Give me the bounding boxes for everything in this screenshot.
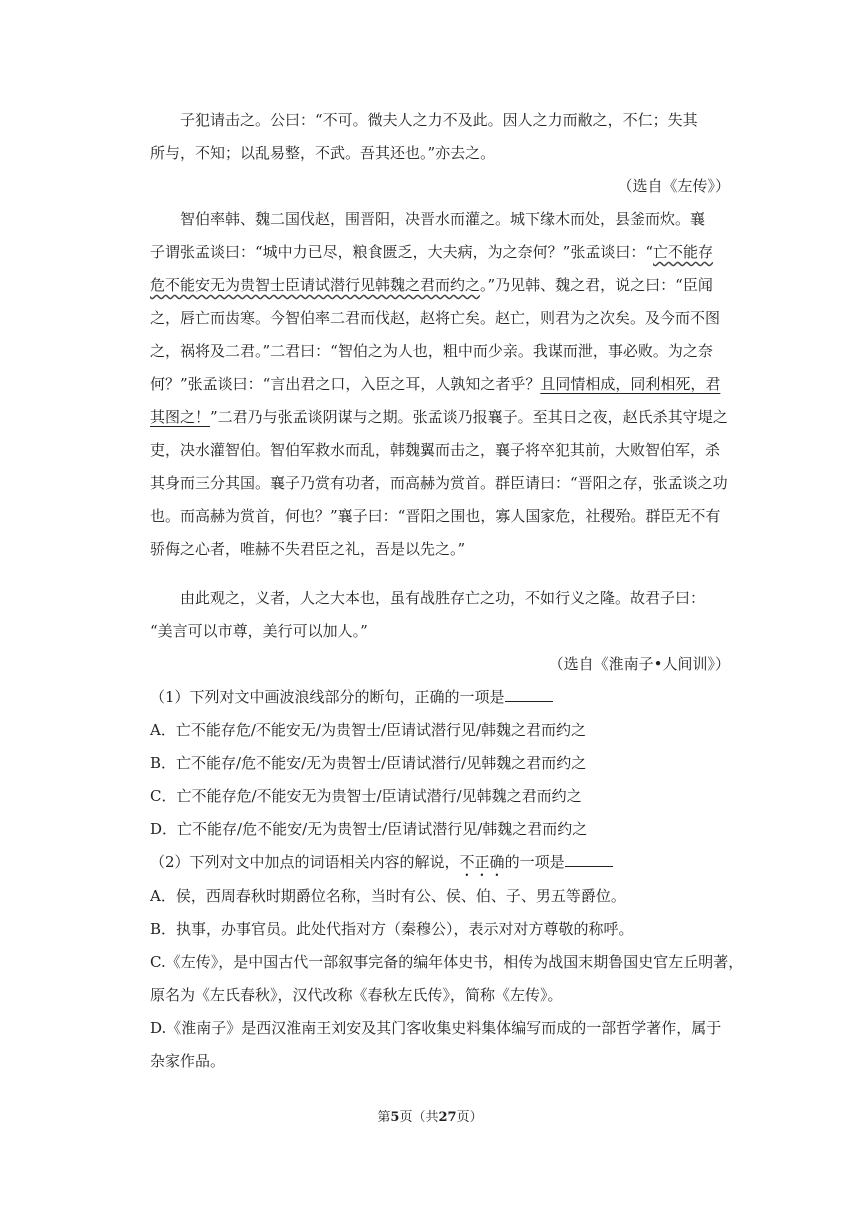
option-b: B．亡不能存/危不能安/无为贵智士/臣请试潜行/见韩魏之君而约之 xyxy=(150,754,587,772)
text-line: 子犯请击之。公曰：“不可。微夫人之力不及此。因人之力而敝之，不仁；失其 xyxy=(180,111,698,129)
page-number: 5 xyxy=(390,1110,400,1125)
text-line: 之，唇亡而齿寒。今智伯率二君而伐赵，赵将亡矣。赵亡，则君为之次矣。及今而不图 xyxy=(150,309,721,327)
question-stem xyxy=(150,681,730,714)
question-2 xyxy=(150,846,744,1078)
text-line: 所与，不知；以乱易整，不武。吾其还也。”亦去之。 xyxy=(150,144,496,162)
footer-text: 页（共 xyxy=(399,1110,439,1125)
question-stem xyxy=(150,846,730,880)
text-segment: ”二君乃与张孟谈阴谋与之期。张孟谈乃报襄子。至其日之夜，赵氏杀其守堤之 xyxy=(210,408,728,426)
question-1 xyxy=(150,681,730,846)
question-text: （1）下列对文中画波浪线部分的断句，正确的一项是 xyxy=(150,688,505,706)
text-line: 骄侮之心者，唯赫不失君臣之礼，吾是以先之。” xyxy=(150,540,466,558)
text-line: 吏，决水灌智伯。智伯军救水而乱，韩魏翼而击之，襄子将卒犯其前，大败智伯军，杀 xyxy=(150,441,721,459)
footer-text: 第 xyxy=(377,1110,391,1125)
underlined-text: 其图之！ xyxy=(150,408,211,426)
total-pages: 27 xyxy=(438,1110,457,1125)
text-segment: 何？”张孟谈曰：“言出君之口，入臣之耳，人孰知之者乎？ xyxy=(150,375,541,393)
text-segment: 。”乃见韩、魏之君，说之曰：“臣闻 xyxy=(480,276,713,294)
text-line: 其身而三分其国。襄子乃赏有功者，而高赫为赏首。群臣请曰：“晋阳之存，张孟谈之功 xyxy=(150,474,728,492)
text-line xyxy=(150,401,730,434)
text-line: “美言可以市尊，美行可以加人。” xyxy=(150,622,368,640)
wavy-underlined-text: 亡不能存 xyxy=(653,243,714,261)
option-d-continued: 杂家作品。 xyxy=(150,1052,226,1070)
text-line: 智伯率韩、魏二国伐赵，围晋阳，决晋水而灌之。城下缘木而处，县釜而炊。襄 xyxy=(180,210,706,228)
option-c-continued: 原名为《左氏春秋》，汉代改称《春秋左氏传》，简称《左传》。 xyxy=(150,986,563,1004)
paragraph-zuozhuan-ending xyxy=(150,104,730,170)
page-footer xyxy=(0,1106,860,1125)
question-text: （2）下列对文中加点的词语相关内容的解说， xyxy=(150,853,460,871)
text-line xyxy=(150,236,730,269)
option-d: D.《淮南子》是西汉淮南王刘安及其门客收集史料集体编写而成的一部哲学著作，属于 xyxy=(150,1019,722,1037)
source-citation: （选自《淮南子•人间训》） xyxy=(548,655,730,673)
option-c: C.《左传》，是中国古代一部叙事完备的编年体史书，相传为战国末期鲁国史官左丘明著， xyxy=(150,953,744,971)
answer-blank xyxy=(565,852,613,867)
paragraph-zhibo xyxy=(150,203,730,566)
text-line: 之，祸将及二君。”二君曰：“智伯之为人也，粗中而少亲。我谋而泄，事必败。为之奈 xyxy=(150,342,713,360)
question-text: 的一项是 xyxy=(504,853,565,871)
text-line xyxy=(150,269,730,302)
text-line xyxy=(150,368,730,401)
emphasized-text: 不正确 xyxy=(459,853,505,871)
source-citation: （选自《左传》） xyxy=(617,177,730,195)
option-a: A．亡不能存危/不能安无/为贵智士/臣请试潜行见/韩魏之君而约之 xyxy=(150,721,587,739)
answer-blank xyxy=(505,687,553,702)
option-c: C．亡不能存危/不能安无为贵智士/臣请试潜行/见韩魏之君而约之 xyxy=(150,787,582,805)
text-segment: 子谓张孟谈曰：“城中力已尽，粮食匮乏，大夫病，为之奈何？”张孟谈曰：“ xyxy=(150,243,654,261)
option-a: A．侯，西周春秋时期爵位名称，当时有公、侯、伯、子、男五等爵位。 xyxy=(150,887,626,905)
footer-text: 页） xyxy=(456,1110,483,1125)
paragraph-conclusion xyxy=(150,582,730,648)
option-b: B．执事，办事官员。此处代指对方（秦穆公），表示对对方尊敬的称呼。 xyxy=(150,920,634,938)
text-line: 由此观之，义者，人之大本也，虽有战胜存亡之功，不如行义之隆。故君子曰： xyxy=(180,589,706,607)
text-line: 也。而高赫为赏首，何也？”襄子曰：“晋阳之围也，寡人国家危，社稷殆。群臣无不有 xyxy=(150,507,721,525)
option-d: D．亡不能存/危不能安/无为贵智士/臣请试潜行见/韩魏之君而约之 xyxy=(150,820,588,838)
underlined-text: 且同情相成，同利相死，君 xyxy=(540,375,721,393)
wavy-underlined-text: 危不能安无为贵智士臣请试潜行见韩魏之君而约之 xyxy=(150,276,481,294)
